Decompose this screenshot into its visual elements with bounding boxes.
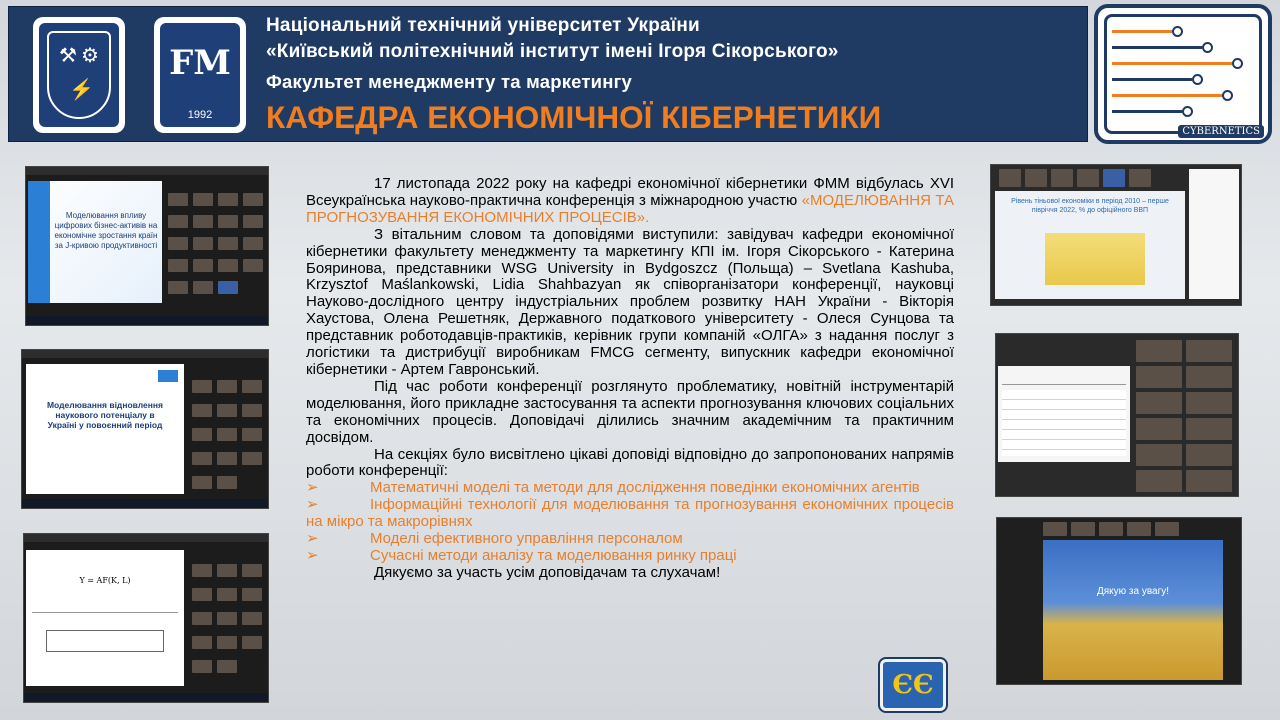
thanks-slide — [1043, 540, 1223, 680]
institute-name: «Київський політехнічний інститут імені Ігоря Сікорського» — [266, 41, 839, 62]
ec-logo-mark: ЄЄ — [892, 670, 934, 700]
closing-thanks: Дякуємо за участь усім доповідачам та слухачам! — [374, 563, 721, 581]
slide-title-2: Моделювання відновлення наукового потенціалу в Україні у повоєнний період — [46, 400, 164, 430]
chart-title: Рівень тіньової економіки в період 2010 – перше півріччя 2022, % до офіційного ВВП — [1011, 198, 1169, 214]
cybernetics-logo — [1094, 4, 1272, 144]
faculty-name: Факультет менеджменту та маркетингу — [266, 71, 633, 92]
bullet-arrow-icon: ➢ — [306, 530, 319, 548]
intro-text: 17 листопада 2022 року на кафедрі економічної кібернетики ФММ відбулась XVI Всеукраїнська науково-практична конференція з міжнародною участю — [306, 175, 954, 209]
fmm-year: 1992 — [187, 109, 213, 121]
list-item: ➢ Моделі ефективного управління персоналом — [306, 530, 683, 548]
slide-formula: Y = AF(K, L) — [79, 576, 131, 585]
paragraph-topics: Під час роботи конференції розглянуто проблематику, новітній інструментарій моделювання, його прикладне застосування та аспекти прогнозування ключових соціальних та економічних процесів. Доповідачі ділились значним академічним та практичним досвідом. — [306, 377, 954, 446]
list-item: ➢ Інформаційні технології для моделювання та прогнозування економічних процесів на мікро та макрорівнях — [306, 496, 954, 531]
fmm-logo — [154, 17, 246, 133]
kpi-shield-icon: ⚒ ⚙ ⚡ — [47, 31, 111, 119]
paragraph-intro — [306, 176, 954, 227]
conference-screenshot-5 — [995, 333, 1239, 497]
conference-screenshot-2 — [21, 349, 269, 509]
bullet-arrow-icon: ➢ — [306, 496, 319, 514]
list-item: ➢ Математичні моделі та методи для дослідження поведінки економічних агентів — [306, 479, 920, 497]
conference-screenshot-4 — [990, 164, 1242, 306]
university-name: Національний технічний університет України — [266, 15, 700, 36]
bullet-arrow-icon: ➢ — [306, 479, 319, 497]
department-title: КАФЕДРА ЕКОНОМІЧНОЇ КІБЕРНЕТИКИ — [266, 99, 882, 135]
cybernetics-label: CYBERNETICS — [1178, 125, 1264, 138]
paragraph-speakers: З вітальним словом та доповідями виступили: завідувач кафедри економічної кібернетики факультету менеджменту та маркетингу КПІ ім. Ігоря Сікорського - Катерина Бояринова, представники WSG University in Bydgoszcz (Польща) – Svetlana Kashuba, Krzysztof Maślankowski, Lidia Shahbazyan як співорганізатори конференції, науковці Науково-дослідного центру індустріальних проблем розвитку НАН України - Вікторія Хаустова, Олена Решетняк, Державного податкового університету - Олеся Сунцова та представник роботодавців-практиків, керівник групи компаній «ОЛГА» з надання послуг з логістики та дистрибуції виробникам FMCG сегменту, випускник кафедри економічної кібернетики - Артем Гавронський. — [306, 225, 954, 378]
kpi-logo — [33, 17, 125, 133]
conference-screenshot-6 — [996, 517, 1242, 685]
list-item: ➢ Сучасні методи аналізу та моделювання ринку праці — [306, 546, 737, 564]
header-banner — [8, 6, 1088, 142]
ec-logo — [880, 659, 946, 711]
paragraph-sections: На секціях було висвітлено цікаві доповіді відповідно до запропонованих напрямів роботи конференції: — [306, 445, 954, 480]
conference-title: «МОДЕЛЮВАННЯ ТА ПРОГНОЗУВАННЯ ЕКОНОМІЧНИХ ПРОЦЕСІВ». — [306, 191, 955, 226]
bullet-arrow-icon: ➢ — [306, 546, 319, 564]
fmm-mark: FM — [169, 43, 231, 83]
slide-title-1: Моделювання впливу цифрових бізнес-активів на економічне зростання країн за J-кривою продуктивності — [54, 211, 158, 250]
article-content — [306, 176, 954, 582]
conference-screenshot-1 — [25, 166, 269, 326]
thanks-slide-text: Дякую за увагу! — [1096, 586, 1170, 597]
conference-screenshot-3 — [23, 533, 269, 703]
